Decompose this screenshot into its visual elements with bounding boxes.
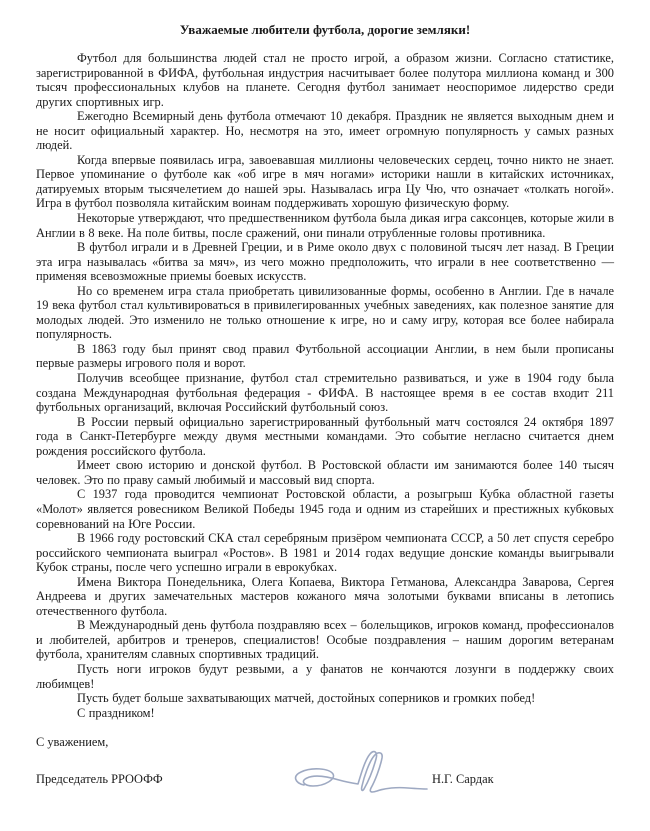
- paragraph: В Международный день футбола поздравляю всех – болельщиков, игроков команд, профессионалов и любителей, арбитров и тренеров, специалистов! Особые поздравления – нашим дорогим ветеранам футбола, хранителям славных спортивных традиций.: [36, 618, 614, 662]
- paragraph: Имена Виктора Понедельника, Олега Копаева, Виктора Гетманова, Александра Заварова, Сергея Андреева и других замечательных мастеров кожаного мяча золотыми буквами вписаны в летопись отечественного футбола.: [36, 574, 614, 618]
- paragraph: Когда впервые появилась игра, завоевавшая миллионы человеческих сердец, точно никто не знает. Первое упоминание о футболе как «об игре в мяч ногами» историки нашли в китайских источниках, датируемых вторым тысячелетием до нашей эры. Называлась игра Цу Чю, что означает «толкать ногой». Игра в футбол позволяла китайским воинам поддерживать хорошую физическую форму.: [36, 152, 614, 211]
- handwritten-signature-icon: [280, 746, 430, 802]
- closing-salutation: С уважением,: [36, 735, 109, 750]
- signature-stroke: [296, 751, 427, 791]
- paragraph: Но со временем игра стала приобретать цивилизованные формы, особенно в Англии. Где в начале 19 века футбол стал культивироваться в привилегированных учебных заведениях, как полезное занятие для молодых людей. Это изменило не только отношение к игре, но и саму игру, которая все более набирала популярность.: [36, 283, 614, 342]
- signature-row: [36, 762, 614, 806]
- paragraph: С праздником!: [77, 705, 155, 720]
- paragraph: Имеет свою историю и донской футбол. В Ростовской области им занимаются более 140 тысяч человек. Это по праву самый любимый и массовый вид спорта.: [36, 458, 614, 487]
- paragraph: В России первый официально зарегистрированный футбольный матч состоялся 24 октября 1897 года в Санкт-Петербурге между двумя местными командами. Это событие негласно считается днем рождения российского футбола.: [36, 414, 614, 458]
- paragraph: Ежегодно Всемирный день футбола отмечают 10 декабря. Праздник не является выходным днем и не носит официальный характер. Но, несмотря на это, имеет огромную популярность у самых разных людей.: [36, 109, 614, 153]
- signer-title: Председатель РРООФФ: [36, 771, 163, 786]
- paragraph: Получив всеобщее признание, футбол стал стремительно развиваться, и уже в 1904 году была создана Международная футбольная федерация - ФИФА. В настоящее время в ее состав входит 211 футбольных организаций, включая Российский футбольный союз.: [36, 371, 614, 415]
- paragraph: Футбол для большинства людей стал не просто игрой, а образом жизни. Согласно статистике, зарегистрированной в ФИФА, футбольная индустрия насчитывает более полутора миллиона команд и 300 тысяч профессиональных клубов на планете. Сегодня футбол занимает неоспоримое лидерство среди других спортивных игр.: [36, 51, 614, 109]
- paragraph: В футбол играли и в Древней Греции, и в Риме около двух с половиной тысяч лет назад. В Греции эта игра называлась «битва за мяч», из чего можно предположить, что играли в нее соответственно — применяя всевозможные приемы боевых искусств.: [36, 240, 614, 284]
- paragraph: Пусть будет больше захватывающих матчей, достойных соперников и громких побед!: [77, 691, 536, 706]
- paragraph: С 1937 года проводится чемпионат Ростовской области, а розыгрыш Кубка областной газеты «Молот» является ровесником Великой Победы 1945 года и одним из старейших и престижных кубковых соревнований на Юге России.: [36, 487, 614, 531]
- paragraph: Некоторые утверждают, что предшественником футбола была дикая игра саксонцев, которые жили в Англии в 8 веке. На поле битвы, после сражений, они пинали отрубленные головы противника.: [36, 211, 614, 240]
- letter-title: Уважаемые любители футбола, дорогие земляки!: [179, 22, 471, 37]
- signer-name: Н.Г. Сардак: [432, 771, 494, 786]
- paragraph: В 1863 году был принят свод правил Футбольной ассоциации Англии, в нем были прописаны первые размеры игрового поля и ворот.: [36, 341, 614, 371]
- letter-content: [36, 22, 614, 806]
- letter-body: [36, 51, 614, 720]
- paragraph: В 1966 году ростовский СКА стал серебряным призёром чемпионата СССР, а 50 лет спустя серебро российского чемпионата выиграл «Ростов». В 1981 и 2014 годах ведущие донские команды выигрывали Кубок страны, после чего успешно играли в еврокубках.: [36, 531, 614, 575]
- paragraph: Пусть ноги игроков будут резвыми, а у фанатов не кончаются лозунги в поддержку своих любимцев!: [36, 661, 614, 691]
